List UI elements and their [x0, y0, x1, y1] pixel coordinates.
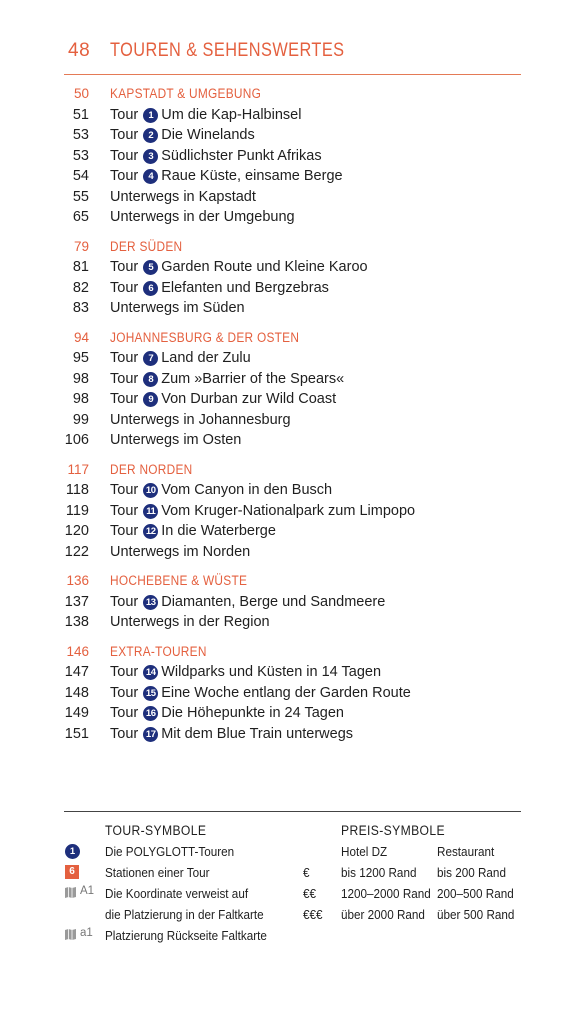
section-title: KAPSTADT & UMGEBUNG: [110, 86, 262, 101]
entry-page-number: 148: [64, 684, 89, 701]
entry-page-number: 65: [72, 209, 89, 225]
entry-page-number: 99: [72, 411, 89, 428]
toc-entry-tour[interactable]: [0, 166, 580, 187]
entry-text: [110, 298, 245, 319]
entry-page-number: 120: [64, 523, 89, 539]
entry-page-number: 82: [72, 279, 89, 296]
entry-text: [110, 724, 353, 745]
toc-entry[interactable]: [0, 542, 580, 563]
price-column-restaurant: Restaurant: [437, 844, 495, 859]
entry-label: Die Winelands: [161, 127, 255, 143]
entry-text: [110, 612, 270, 633]
tour-word: Tour: [110, 482, 139, 498]
tour-number-badge-icon: 3: [143, 149, 158, 164]
station-square-icon: 6: [65, 865, 79, 879]
section-title: DER SÜDEN: [110, 238, 183, 254]
entry-text: [110, 521, 276, 542]
entry-label: Elefanten und Bergzebras: [161, 279, 329, 296]
entry-label: Um die Kap-Halbinsel: [161, 106, 302, 123]
entry-label: Unterwegs in Kapstadt: [110, 188, 256, 205]
price-symbol: €€€: [303, 907, 323, 922]
map-back-symbol: [65, 928, 95, 942]
entry-label: Unterwegs in Johannesburg: [110, 411, 291, 428]
toc-section: [0, 642, 580, 745]
entry-text: [110, 146, 322, 167]
toc-entry-tour[interactable]: [0, 480, 580, 501]
section-page-number: 94: [73, 329, 89, 345]
entry-page-number: 118: [65, 482, 89, 498]
entry-text: [110, 348, 251, 369]
section-page-number: 146: [66, 643, 89, 659]
entry-page-number: 81: [72, 259, 89, 275]
tour-number-badge-icon: 7: [143, 351, 158, 366]
entry-text: [110, 278, 329, 299]
tour-number-badge-icon: 15: [143, 686, 158, 701]
entry-label: Unterwegs im Osten: [110, 432, 242, 448]
toc-entry-tour[interactable]: [0, 592, 580, 613]
map-icon: [65, 929, 76, 940]
entry-page-number: 119: [65, 502, 89, 519]
entry-page-number: 51: [72, 106, 89, 123]
entry-text: [110, 389, 336, 410]
toc-entry-tour[interactable]: [0, 683, 580, 704]
toc-entry-tour[interactable]: [0, 501, 580, 522]
price-hotel: bis 1200 Rand: [341, 865, 417, 880]
entry-label: Unterwegs in der Region: [110, 614, 270, 630]
price-symbols-title: PREIS-SYMBOLE: [341, 823, 445, 838]
entry-page-number: 147: [64, 664, 89, 680]
entry-text: [110, 105, 301, 126]
map-code-front: A1: [80, 885, 95, 897]
toc-entry-tour[interactable]: [0, 257, 580, 278]
entry-label: Eine Woche entlang der Garden Route: [161, 684, 411, 701]
section-header[interactable]: [0, 460, 580, 481]
toc-entry-tour[interactable]: [0, 125, 580, 146]
toc-entry-tour[interactable]: [0, 703, 580, 724]
entry-text: [110, 187, 256, 208]
entry-page-number: 106: [64, 432, 89, 448]
entry-text: [110, 257, 368, 278]
entry-label: Mit dem Blue Train unterwegs: [161, 725, 354, 742]
tour-word: Tour: [110, 279, 139, 296]
entry-text: [110, 125, 255, 146]
map-icon: [65, 887, 76, 898]
entry-page-number: 95: [72, 350, 89, 366]
entry-label: Vom Kruger-Nationalpark zum Limpopo: [161, 502, 416, 519]
toc-section: [0, 328, 580, 451]
section-title: EXTRA-TOUREN: [110, 643, 207, 659]
section-header[interactable]: [0, 328, 580, 349]
price-restaurant: über 500 Rand: [437, 907, 515, 922]
entry-text: [110, 166, 343, 187]
entry-text: [110, 683, 411, 704]
tour-number-badge-icon: 10: [143, 483, 158, 498]
tour-word: Tour: [110, 391, 139, 407]
tour-word: Tour: [110, 259, 139, 275]
toc-entry[interactable]: [0, 410, 580, 431]
entry-page-number: 55: [72, 188, 89, 205]
price-symbol: €: [303, 865, 310, 880]
entry-text: [110, 369, 344, 390]
entry-label: Diamanten, Berge und Sandmeere: [161, 593, 386, 610]
tour-number-badge-icon: 14: [143, 665, 158, 680]
price-restaurant: 200–500 Rand: [437, 886, 514, 901]
legend-station-text: Stationen einer Tour: [105, 865, 210, 880]
entry-label: Unterwegs im Süden: [110, 300, 245, 316]
section-page-number: 50: [73, 86, 89, 101]
map-code-back: a1: [80, 927, 93, 939]
tour-number-badge-icon: 16: [143, 706, 158, 721]
toc-entry-tour[interactable]: [0, 146, 580, 167]
entry-text: [110, 662, 381, 683]
toc-section: [0, 571, 580, 633]
entry-page-number: 137: [64, 593, 89, 610]
entry-page-number: 53: [72, 127, 89, 143]
toc-entry-tour[interactable]: [0, 724, 580, 745]
tour-word: Tour: [110, 502, 139, 519]
section-page-number: 136: [66, 573, 89, 588]
toc-entry-tour[interactable]: [0, 369, 580, 390]
tour-word: Tour: [110, 127, 139, 143]
toc-entry[interactable]: [0, 430, 580, 451]
entry-text: [110, 542, 250, 563]
tour-number-badge-icon: 1: [143, 108, 158, 123]
entry-text: [110, 430, 241, 451]
entry-page-number: 122: [64, 543, 89, 560]
tour-word: Tour: [110, 593, 139, 610]
legend: [0, 820, 580, 950]
legend-tour-text: Die POLYGLOTT-Touren: [105, 844, 235, 859]
section-header[interactable]: [0, 84, 580, 105]
tour-word: Tour: [110, 350, 139, 366]
toc-entry-tour[interactable]: [0, 278, 580, 299]
toc-section: [0, 84, 580, 228]
tour-word: Tour: [110, 523, 139, 539]
toc-section: [0, 237, 580, 319]
legend-back-text: Platzierung Rückseite Faltkarte: [105, 928, 267, 943]
tour-number-badge-icon: 11: [143, 504, 158, 519]
section-page-number: 117: [67, 461, 89, 477]
tour-word: Tour: [110, 370, 139, 387]
toc-entry-tour[interactable]: [0, 662, 580, 683]
price-restaurant: bis 200 Rand: [437, 865, 506, 880]
section-header[interactable]: [0, 237, 580, 258]
legend-coordinate-text-cont: die Platzierung in der Faltkarte: [105, 907, 264, 922]
price-hotel: über 2000 Rand: [341, 907, 425, 922]
entry-label: Unterwegs im Norden: [110, 543, 251, 560]
section-title: HOCHEBENE & WÜSTE: [110, 573, 248, 588]
toc-entry-tour[interactable]: [0, 348, 580, 369]
tour-word: Tour: [110, 147, 139, 164]
entry-label: Zum »Barrier of the Spears«: [161, 370, 345, 387]
toc-entry[interactable]: [0, 298, 580, 319]
tour-word: Tour: [110, 664, 139, 680]
entry-text: [110, 207, 295, 228]
toc-entry[interactable]: [0, 612, 580, 633]
entry-text: [110, 480, 332, 501]
entry-label: In die Waterberge: [161, 523, 276, 539]
tour-number-badge-icon: 12: [143, 524, 158, 539]
chapter-page-number: 48: [68, 40, 91, 61]
tour-symbols-title: TOUR-SYMBOLE: [105, 823, 207, 838]
entry-label: Land der Zulu: [161, 350, 251, 366]
price-hotel: 1200–2000 Rand: [341, 886, 431, 901]
tour-number-badge-icon: 5: [143, 260, 158, 275]
entry-text: [110, 501, 415, 522]
entry-label: Garden Route und Kleine Karoo: [161, 259, 368, 275]
legend-coordinate-text: Die Koordinate verweist auf: [105, 886, 249, 901]
entry-label: Unterwegs in der Umgebung: [110, 209, 295, 225]
entry-page-number: 98: [72, 391, 89, 407]
section-title: DER NORDEN: [110, 461, 193, 477]
tour-number-circle-icon: 1: [65, 844, 80, 859]
toc-entry[interactable]: [0, 207, 580, 228]
entry-page-number: 54: [72, 168, 89, 184]
toc-entry[interactable]: [0, 187, 580, 208]
price-symbol: €€: [303, 886, 317, 901]
entry-label: Südlichster Punkt Afrikas: [161, 147, 322, 164]
toc-entry-tour[interactable]: [0, 389, 580, 410]
toc-entry-tour[interactable]: [0, 521, 580, 542]
tour-number-badge-icon: 9: [143, 392, 158, 407]
legend-divider: [64, 811, 521, 812]
entry-page-number: 149: [64, 705, 89, 721]
tour-word: Tour: [110, 106, 139, 123]
section-header[interactable]: [0, 571, 580, 592]
tour-number-badge-icon: 2: [143, 128, 158, 143]
section-header[interactable]: [0, 642, 580, 663]
entry-label: Von Durban zur Wild Coast: [161, 391, 337, 407]
chapter-header: [64, 38, 521, 75]
tour-number-badge-icon: 8: [143, 372, 158, 387]
map-coordinate-symbol: [65, 886, 95, 900]
entry-label: Wildparks und Küsten in 14 Tagen: [161, 664, 382, 680]
section-title: JOHANNESBURG & DER OSTEN: [110, 329, 300, 345]
entry-page-number: 98: [72, 370, 89, 387]
table-of-contents: [0, 84, 580, 753]
tour-number-badge-icon: 17: [143, 727, 158, 742]
entry-page-number: 138: [64, 614, 89, 630]
tour-word: Tour: [110, 684, 139, 701]
entry-page-number: 151: [64, 725, 89, 742]
entry-page-number: 53: [72, 147, 89, 164]
tour-word: Tour: [110, 725, 139, 742]
tour-number-badge-icon: 6: [143, 281, 158, 296]
price-column-hotel: Hotel DZ: [341, 844, 388, 859]
entry-text: [110, 410, 291, 431]
tour-word: Tour: [110, 168, 139, 184]
entry-label: Vom Canyon in den Busch: [161, 482, 333, 498]
entry-label: Raue Küste, einsame Berge: [161, 168, 343, 184]
toc-entry-tour[interactable]: [0, 105, 580, 126]
entry-text: [110, 592, 385, 613]
entry-text: [110, 703, 344, 724]
entry-page-number: 83: [72, 300, 89, 316]
tour-number-badge-icon: 4: [143, 169, 158, 184]
toc-section: [0, 460, 580, 563]
entry-label: Die Höhepunkte in 24 Tagen: [161, 705, 344, 721]
tour-number-badge-icon: 13: [143, 595, 158, 610]
section-page-number: 79: [73, 238, 89, 254]
chapter-title: TOUREN & SEHENSWERTES: [110, 40, 345, 61]
tour-word: Tour: [110, 705, 139, 721]
